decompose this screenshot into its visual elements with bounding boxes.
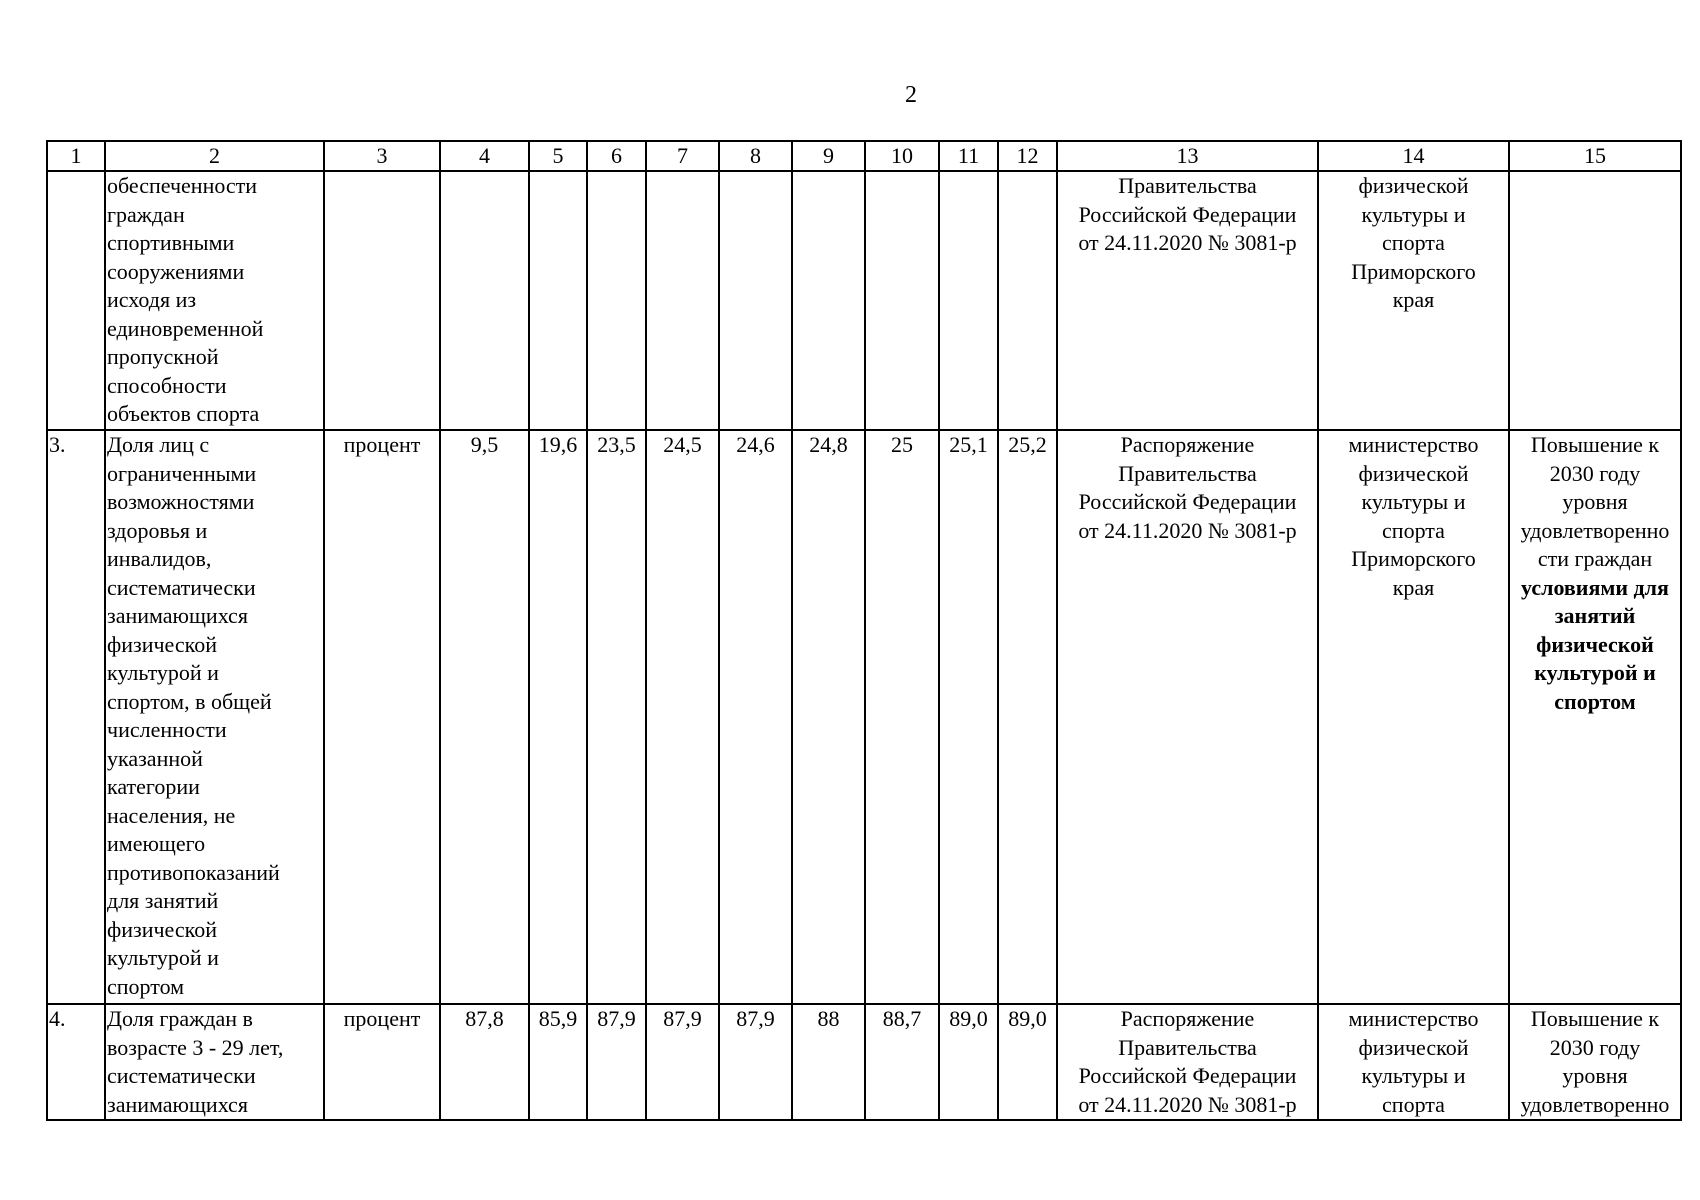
value-cell bbox=[587, 171, 646, 430]
document-basis bbox=[1057, 1004, 1318, 1120]
responsible-body-line: спорта bbox=[1382, 517, 1445, 543]
table-row bbox=[47, 1004, 1681, 1120]
value-cell bbox=[440, 171, 529, 430]
expected-result bbox=[1509, 171, 1681, 430]
value-cell: 19,6 bbox=[529, 430, 587, 1004]
expected-result-line: удовлетворенно bbox=[1520, 517, 1670, 543]
indicator-name-line: исходя из bbox=[107, 287, 197, 312]
responsible-body-line: Приморского bbox=[1351, 546, 1476, 571]
document-basis-line: от 24.11.2020 № 3081-р bbox=[1078, 517, 1297, 543]
expected-result bbox=[1509, 430, 1681, 1004]
indicator-name-line: единовременной bbox=[107, 315, 264, 341]
expected-result-line: спортом bbox=[1554, 688, 1636, 714]
indicator-name-line: культурой и bbox=[107, 660, 219, 685]
indicator-name bbox=[105, 430, 324, 1004]
responsible-body-line: культуры и bbox=[1361, 1063, 1466, 1088]
indicator-name-line: сооружениями bbox=[107, 258, 245, 284]
document-basis-line: от 24.11.2020 № 3081-р bbox=[1078, 1091, 1297, 1117]
indicator-name-line: способности bbox=[107, 372, 227, 398]
indicator-name-line: спортом, в общей bbox=[107, 688, 272, 714]
responsible-body-line: министерство bbox=[1348, 432, 1479, 457]
indicator-name-line: населения, не bbox=[107, 802, 236, 828]
value-cell: 89,0 bbox=[998, 1004, 1057, 1120]
responsible-body-line: края bbox=[1392, 574, 1435, 600]
value-cell: 89,0 bbox=[939, 1004, 998, 1120]
document-basis-line: Правительства bbox=[1118, 460, 1257, 486]
expected-result-line: уровня bbox=[1562, 489, 1628, 514]
indicator-name-line: физической bbox=[107, 916, 217, 942]
expected-result-line: Повышение к bbox=[1530, 1006, 1660, 1031]
indicator-name-line: категории bbox=[107, 774, 200, 799]
value-cell: 23,5 bbox=[587, 430, 646, 1004]
column-header: 2 bbox=[105, 141, 324, 171]
row-number: 4. bbox=[47, 1004, 105, 1120]
document-basis-line: Правительства bbox=[1118, 1034, 1257, 1060]
column-header: 11 bbox=[939, 141, 998, 171]
value-cell: 85,9 bbox=[529, 1004, 587, 1120]
value-cell bbox=[529, 171, 587, 430]
value-cell: 87,8 bbox=[440, 1004, 529, 1120]
value-cell: 25,1 bbox=[939, 430, 998, 1004]
column-header: 15 bbox=[1509, 141, 1681, 171]
document-basis-line: Российской Федерации bbox=[1078, 201, 1297, 227]
row-number bbox=[47, 171, 105, 430]
value-cell: 25 bbox=[865, 430, 939, 1004]
document-basis-line: Российской Федерации bbox=[1078, 489, 1297, 514]
expected-result bbox=[1509, 1004, 1681, 1120]
column-header: 10 bbox=[865, 141, 939, 171]
document-basis-line: Российской Федерации bbox=[1078, 1063, 1297, 1088]
value-cell bbox=[939, 171, 998, 430]
indicator-name bbox=[105, 171, 324, 430]
indicator-name-line: обеспеченности bbox=[107, 173, 258, 198]
expected-result-line: 2030 году bbox=[1549, 460, 1641, 486]
expected-result-line: Повышение к bbox=[1530, 432, 1660, 457]
indicator-name-line: объектов спорта bbox=[107, 401, 260, 426]
column-header: 5 bbox=[529, 141, 587, 171]
value-cell: 88 bbox=[792, 1004, 865, 1120]
responsible-body-line: министерство bbox=[1348, 1006, 1479, 1031]
indicator-name-line: систематически bbox=[107, 1063, 256, 1088]
indicator-name-line: систематически bbox=[107, 574, 256, 600]
responsible-body-line: Приморского bbox=[1351, 258, 1476, 284]
indicator-name-line: спортивными bbox=[107, 230, 235, 255]
document-basis bbox=[1057, 430, 1318, 1004]
indicator-name-line: численности bbox=[107, 717, 227, 742]
value-cell: 87,9 bbox=[587, 1004, 646, 1120]
value-cell bbox=[646, 171, 719, 430]
column-header: 13 bbox=[1057, 141, 1318, 171]
column-header: 4 bbox=[440, 141, 529, 171]
row-number: 3. bbox=[47, 430, 105, 1004]
expected-result-line: 2030 году bbox=[1549, 1034, 1641, 1060]
indicator-name bbox=[105, 1004, 324, 1120]
unit: процент bbox=[324, 1004, 440, 1120]
value-cell bbox=[998, 171, 1057, 430]
value-cell bbox=[865, 171, 939, 430]
indicator-name-line: физической bbox=[107, 631, 217, 657]
column-header: 6 bbox=[587, 141, 646, 171]
indicator-name-line: ограниченными bbox=[107, 460, 257, 486]
indicator-name-line: возможностями bbox=[107, 489, 255, 514]
expected-result-line: уровня bbox=[1562, 1063, 1628, 1088]
indicator-name-line: спортом bbox=[107, 973, 185, 999]
value-cell: 87,9 bbox=[719, 1004, 792, 1120]
responsible-body-line: спорта bbox=[1382, 230, 1445, 255]
document-basis-line: Распоряжение bbox=[1120, 432, 1255, 457]
value-cell bbox=[792, 171, 865, 430]
indicator-name-line: занимающихся bbox=[107, 1091, 248, 1117]
document-basis bbox=[1057, 171, 1318, 430]
responsible-body bbox=[1318, 171, 1509, 430]
expected-result-line: сти граждан bbox=[1537, 546, 1653, 571]
expected-result-line: занятий bbox=[1554, 603, 1636, 628]
document-basis-line: Распоряжение bbox=[1120, 1006, 1255, 1031]
indicators-table bbox=[46, 140, 1682, 1121]
page-number: 2 bbox=[905, 82, 917, 108]
table-row bbox=[47, 430, 1681, 1004]
indicator-name-line: Доля лиц с bbox=[107, 432, 210, 457]
value-cell: 24,8 bbox=[792, 430, 865, 1004]
table-header-row bbox=[47, 141, 1681, 171]
table-row bbox=[47, 171, 1681, 430]
column-header: 8 bbox=[719, 141, 792, 171]
value-cell: 24,6 bbox=[719, 430, 792, 1004]
indicator-name-line: культурой и bbox=[107, 945, 219, 970]
unit: процент bbox=[324, 430, 440, 1004]
indicator-name-line: противопоказаний bbox=[107, 859, 280, 885]
document-basis-line: от 24.11.2020 № 3081-р bbox=[1078, 230, 1297, 255]
value-cell: 25,2 bbox=[998, 430, 1057, 1004]
expected-result-line: культурой и bbox=[1534, 660, 1656, 685]
indicator-name-line: указанной bbox=[107, 745, 203, 771]
value-cell bbox=[719, 171, 792, 430]
responsible-body bbox=[1318, 1004, 1509, 1120]
expected-result-line: физической bbox=[1536, 631, 1654, 657]
column-header: 12 bbox=[998, 141, 1057, 171]
indicator-name-line: возрасте 3 - 29 лет, bbox=[107, 1034, 284, 1060]
value-cell: 9,5 bbox=[440, 430, 529, 1004]
responsible-body-line: спорта bbox=[1382, 1091, 1445, 1117]
column-header: 14 bbox=[1318, 141, 1509, 171]
responsible-body-line: физической bbox=[1358, 173, 1469, 198]
responsible-body-line: культуры и bbox=[1361, 201, 1466, 227]
column-header: 9 bbox=[792, 141, 865, 171]
responsible-body-line: культуры и bbox=[1361, 489, 1466, 514]
value-cell: 88,7 bbox=[865, 1004, 939, 1120]
indicator-name-line: пропускной bbox=[107, 344, 219, 369]
indicator-name-line: для занятий bbox=[107, 888, 219, 913]
responsible-body-line: края bbox=[1392, 287, 1435, 312]
column-header: 7 bbox=[646, 141, 719, 171]
value-cell: 24,5 bbox=[646, 430, 719, 1004]
indicator-name-line: имеющего bbox=[107, 831, 206, 856]
indicator-name-line: инвалидов, bbox=[107, 546, 212, 571]
indicator-name-line: занимающихся bbox=[107, 603, 248, 628]
expected-result-line: условиями для bbox=[1521, 574, 1669, 600]
responsible-body bbox=[1318, 430, 1509, 1004]
responsible-body-line: физической bbox=[1358, 1034, 1469, 1060]
column-header: 1 bbox=[47, 141, 105, 171]
indicator-name-line: граждан bbox=[107, 201, 185, 227]
expected-result-line: удовлетворенно bbox=[1520, 1091, 1670, 1117]
indicator-name-line: Доля граждан в bbox=[107, 1006, 253, 1031]
unit bbox=[324, 171, 440, 430]
document-basis-line: Правительства bbox=[1118, 173, 1257, 198]
indicator-name-line: здоровья и bbox=[107, 517, 208, 543]
column-header: 3 bbox=[324, 141, 440, 171]
value-cell: 87,9 bbox=[646, 1004, 719, 1120]
responsible-body-line: физической bbox=[1358, 460, 1469, 486]
